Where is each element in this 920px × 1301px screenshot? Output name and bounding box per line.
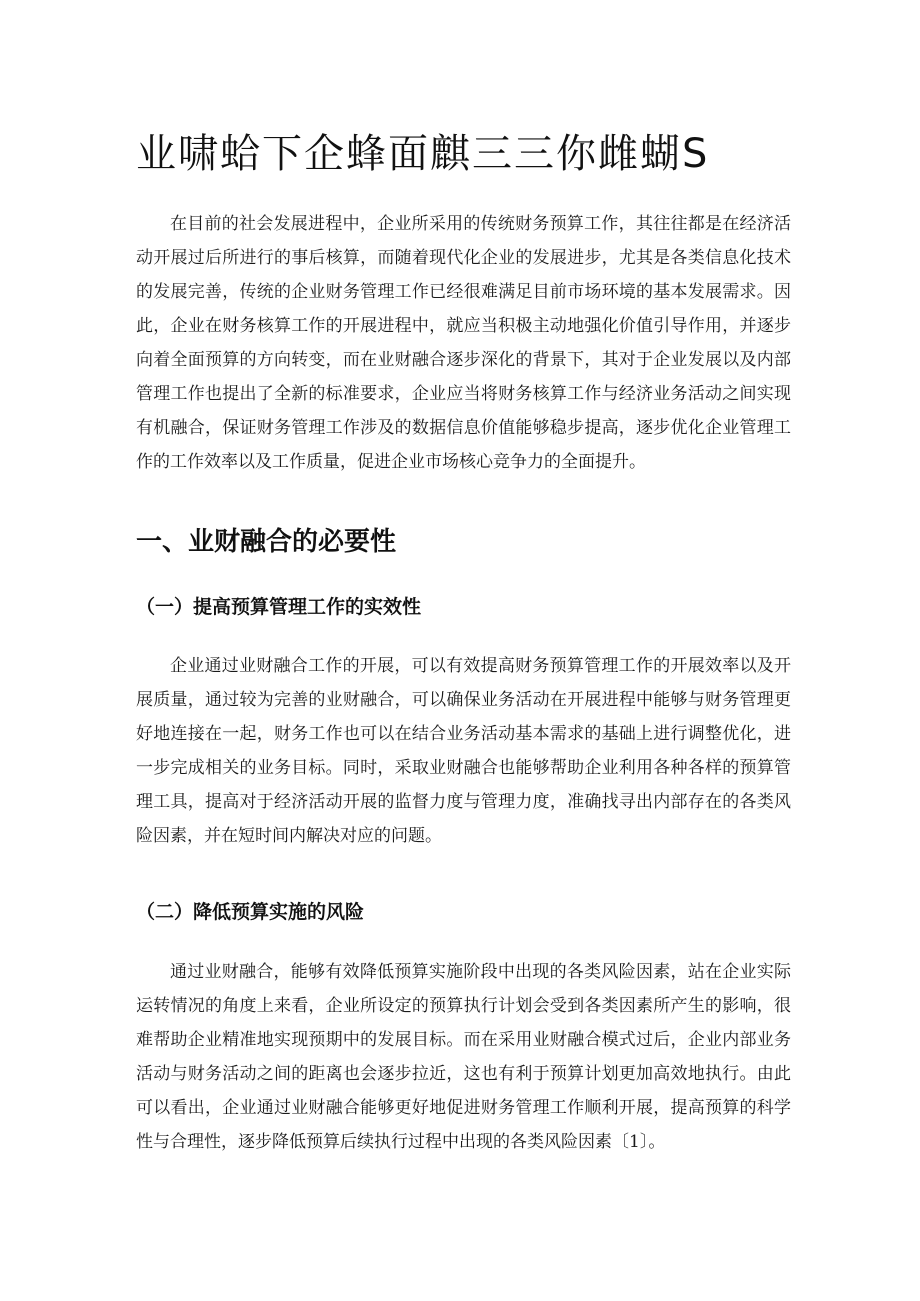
subsection-1-paragraph: 企业通过业财融合工作的开展，可以有效提高财务预算管理工作的开展效率以及开展质量，通过较为完善的业财融合，可以确保业务活动在开展进程中能够与财务管理更好地连接在一起，财务工作也可以在结合业务活动基本需求的基础上进行调整优化，进一步完成相关的业务目标。同时，采取业财融合也能够帮助企业利用各种各样的预算管理工具，提高对于经济活动开展的监督力度与管理力度，准确找寻出内部存在的各类风险因素，并在短时间内解决对应的问题。 [136, 656, 791, 846]
subsection-2-paragraph: 通过业财融合，能够有效降低预算实施阶段中出现的各类风险因素，站在企业实际运转情况的角度上来看，企业所设定的预算执行计划会受到各类因素所产生的影响，很难帮助企业精准地实现预期中的发展目标。而在采用业财融合模式过后，企业内部业务活动与财务活动之间的距离也会逐步拉近，这也有利于预算计划更加高效地执行。由此可以看出，企业通过业财融合能够更好地促进财务管理工作顺利开展，提高预算的科学性与合理性，逐步降低预算后续执行过程中出现的各类风险因素〔1〕。 [136, 962, 791, 1152]
intro-paragraph: 在目前的社会发展进程中，企业所采用的传统财务预算工作，其往往都是在经济活动开展过后所进行的事后核算，而随着现代化企业的发展进步，尤其是各类信息化技术的发展完善，传统的企业财务管理工作已经很难满足目前市场环境的基本发展需求。因此，企业在财务核算工作的开展进程中，就应当积极主动地强化价值引导作用，并逐步向着全面预算的方向转变，而在业财融合逐步深化的背景下，其对于企业发展以及内部管理工作也提出了全新的标准要求，企业应当将财务核算工作与经济业务活动之间实现有机融合，保证财务管理工作涉及的数据信息价值能够稳步提高，逐步优化企业管理工作的工作效率以及工作质量，促进企业市场核心竞争力的全面提升。 [136, 214, 791, 472]
document-title: 业啸蛤下企蜂面麒三三你雌蝴S [136, 131, 710, 177]
subsection-heading-2: （二）降低预算实施的风险 [136, 901, 365, 923]
subsection-heading-1: （一）提高预算管理工作的实效性 [136, 596, 422, 618]
section-heading-necessity: 一、业财融合的必要性 [136, 527, 397, 557]
